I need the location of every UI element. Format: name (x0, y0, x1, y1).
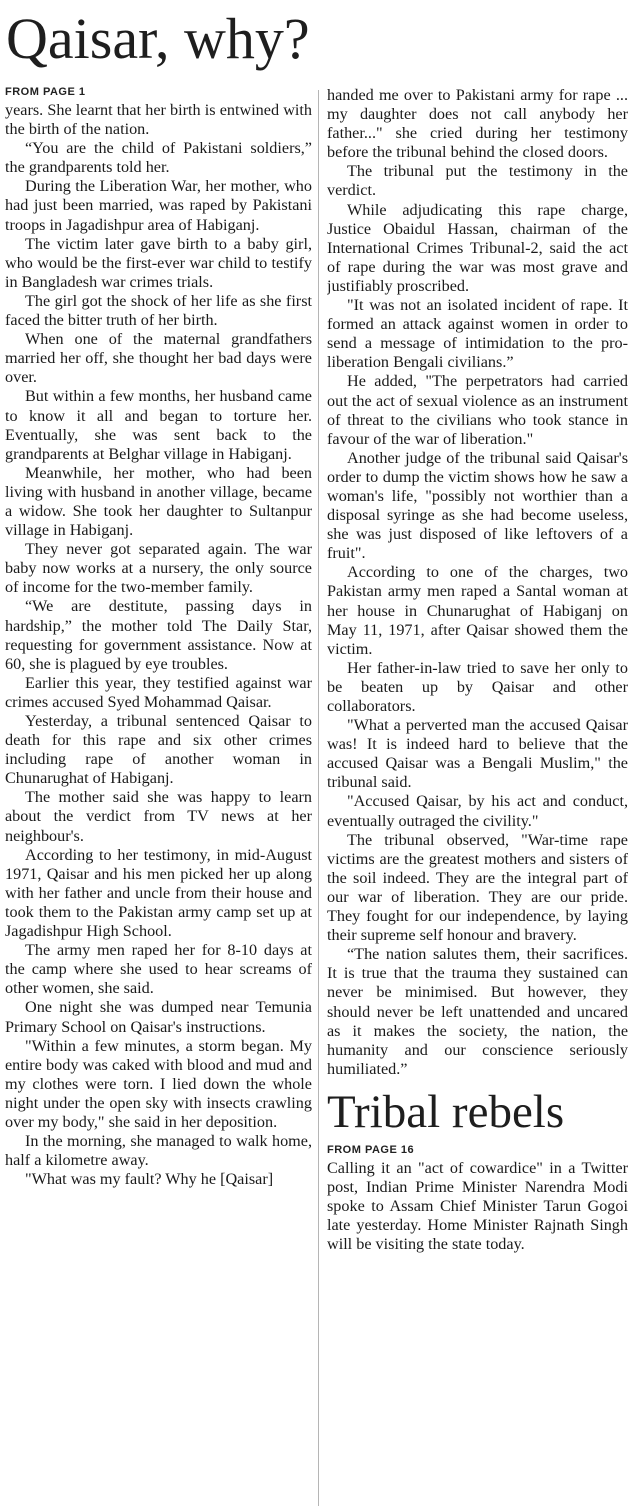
paragraph: The army men raped her for 8-10 days at the camp where she used to hear screams of other women, she said. (5, 941, 312, 998)
second-jump-label: FROM PAGE 16 (327, 1143, 415, 1156)
paragraph: “The nation salutes them, their sacrifices. It is true that the trauma they sustained can never be minimised. But however, they should never be left unattended and uncared as it makes the society, the nation, the humanity and our conscience seriously humiliated.” (327, 945, 628, 1078)
paragraph: While adjudicating this rape charge, Justice Obaidul Hassan, chairman of the International Crimes Tribunal-2, said the act of rape during the war was most grave and justifiably proscribed. (327, 200, 628, 295)
paragraph: “You are the child of Pakistani soldiers,” the grandparents told her. (5, 139, 312, 177)
paragraph: He added, "The perpetrators had carried out the act of sexual violence as an instrument of threat to the civilians who took stance in favour of the war of liberation." (327, 372, 628, 448)
article-body-right (327, 86, 628, 1079)
paragraph: Earlier this year, they testified against war crimes accused Syed Mohammad Qaisar. (5, 673, 312, 711)
paragraph: The girl got the shock of her life as she first faced the bitter truth of her birth. (5, 291, 312, 330)
paragraph: In the morning, she managed to walk home, half a kilometre away. (5, 1132, 312, 1170)
paragraph: But within a few months, her husband came to know it all and began to torture her. Eventually, she was sent back to the grandparents at Belghar village in Habiganj. (5, 387, 312, 463)
paragraph: The tribunal observed, "War-time rape victims are the greatest mothers and sisters of the soil indeed. They are the integral part of our war of liberation. They are our pride. They fought for our independence, by laying their supreme self honour and bravery. (327, 830, 628, 945)
paragraph: "Accused Qaisar, by his act and conduct, eventually outraged the civility." (327, 792, 628, 830)
paragraph: handed me over to Pakistani army for rape ... my daughter does not call anybody her father..." she cried during her testimony before the tribunal behind the closed doors. (327, 86, 628, 162)
paragraph: According to one of the charges, two Pakistan army men raped a Santal woman at her house in Chunarughat of Habiganj on May 11, 1971, after Qaisar showed them the victim. (327, 563, 628, 658)
paragraph: Calling it an "act of cowardice" in a Twitter post, Indian Prime Minister Narendra Modi spoke to Assam Chief Minister Tarun Gogoi late yesterday. Home Minister Rajnath Singh will be visiting the state today. (327, 1158, 628, 1254)
paragraph: "What was my fault? Why he [Qaisar] (25, 1170, 274, 1189)
article-body-left (5, 101, 312, 1189)
paragraph: "Within a few minutes, a storm began. My entire body was caked with blood and mud and my clothes were torn. I lied down the whole night under the open sky with insects crawling over my body," she said in her deposition. (5, 1036, 312, 1131)
paragraph: Another judge of the tribunal said Qaisar's order to dump the victim shows how he saw a woman's life, "possibly not worthier than a disposal syringe as she had become useless, she was just disposed of like leftovers of a fruit". (327, 448, 628, 563)
paragraph: years. She learnt that her birth is entwined with the birth of the nation. (5, 101, 312, 139)
article-column-right (327, 86, 628, 1512)
second-article-body (327, 1159, 628, 1254)
paragraph: Meanwhile, her mother, who had been living with husband in another village, became a widow. She took her daughter to Sultanpur village in Habiganj. (5, 463, 312, 540)
article-headline: Qaisar, why? (6, 6, 310, 71)
jump-label: FROM PAGE 1 (5, 86, 86, 98)
article-column-left (5, 85, 312, 1512)
second-article-headline: Tribal rebels (327, 1085, 565, 1138)
paragraph: One night she was dumped near Temunia Primary School on Qaisar's instructions. (5, 998, 312, 1036)
paragraph: The victim later gave birth to a baby girl, who would be the first-ever war child to testify in Bangladesh war crimes trials. (5, 234, 312, 291)
paragraph: When one of the maternal grandfathers married her off, she thought her bad days were over. (5, 330, 312, 387)
paragraph: "It was not an isolated incident of rape. It formed an attack against women in order to send a message of intimidation to the pro-liberation Bengali civilians.” (327, 296, 628, 372)
paragraph: “We are destitute, passing days in hardship,” the mother told The Daily Star, requesting for government assistance. Now at 60, she is plagued by eye troubles. (5, 597, 312, 673)
paragraph: Yesterday, a tribunal sentenced Qaisar to death for this rape and six other crimes including rape of another woman in Chunarughat of Habiganj. (5, 712, 312, 788)
column-divider (318, 90, 319, 1506)
paragraph: During the Liberation War, her mother, who had just been married, was raped by Pakistani troops in Jagadishpur area of Habiganj. (5, 177, 312, 234)
paragraph: The tribunal put the testimony in the verdict. (327, 162, 628, 200)
paragraph: Her father-in-law tried to save her only to be beaten up by Qaisar and other collaborators. (327, 658, 628, 715)
paragraph: According to her testimony, in mid-August 1971, Qaisar and his men picked her up along with her father and uncle from their house and took them to the Pakistan army camp set up at Jagadishpur High School. (5, 845, 312, 941)
paragraph: They never got separated again. The war baby now works at a nursery, the only source of income for the two-member family. (5, 540, 312, 597)
paragraph: The mother said she was happy to learn about the verdict from TV news at her neighbour's. (5, 788, 312, 845)
paragraph: "What a perverted man the accused Qaisar was! It is indeed hard to believe that the accused Qaisar was a Bengali Muslim," the tribunal said. (327, 716, 628, 792)
